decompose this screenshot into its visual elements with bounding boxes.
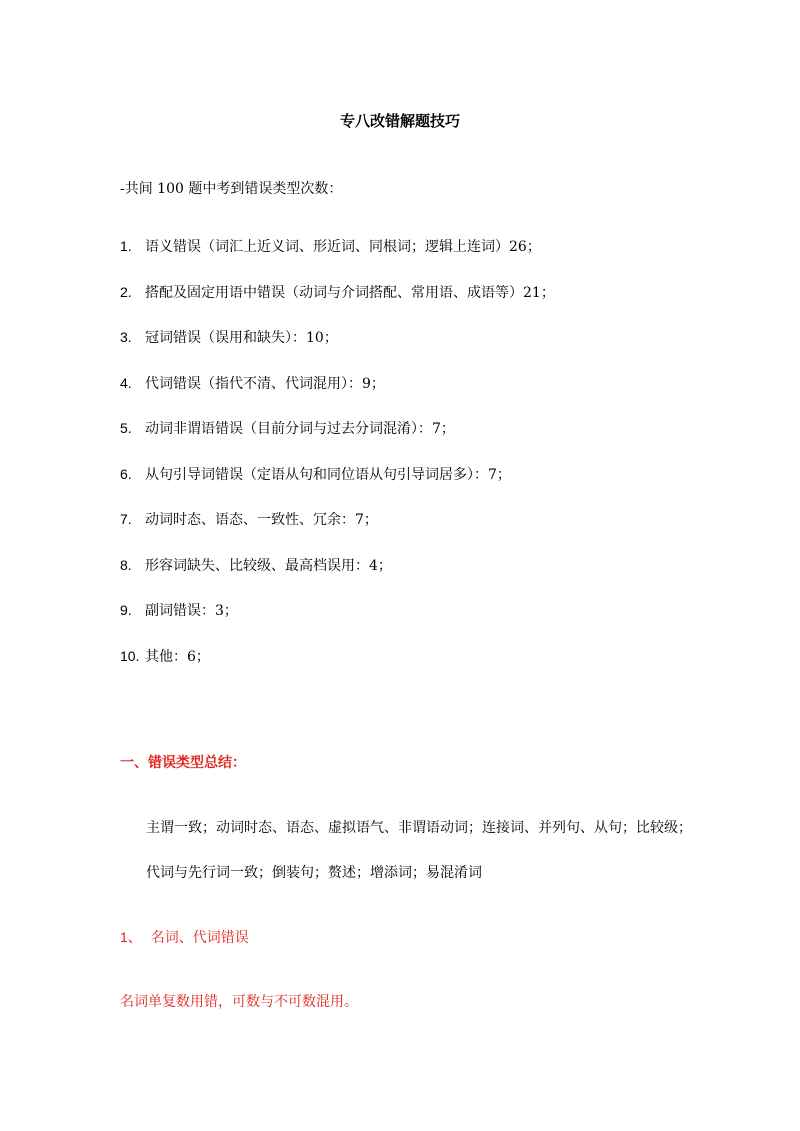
list-text: 动词非谓语错误（目前分词与过去分词混淆）：7； — [145, 421, 455, 437]
list-item — [120, 327, 555, 373]
summary-paragraph-continued: 代词与先行词一致；倒装句；赘述；增添词；易混淆词 — [146, 865, 482, 881]
list-item — [120, 236, 555, 282]
subsection-number: 1、 — [120, 929, 142, 945]
list-item — [120, 282, 555, 328]
list-item — [120, 646, 555, 692]
list-number: 9. — [120, 602, 132, 618]
subsection-paragraph: 名词单复数用错，可数与不可数混用。 — [120, 994, 358, 1010]
list-item — [120, 600, 555, 646]
document-title: 专八改错解题技巧 — [339, 112, 460, 130]
list-text: 搭配及固定用语中错误（动词与介词搭配、常用语、成语等）21； — [145, 284, 555, 301]
list-number: 6. — [120, 465, 132, 482]
intro-line: -共间 100 题中考到错误类型次数： — [120, 181, 343, 197]
list-text: 副词错误：3； — [145, 603, 238, 619]
summary-paragraph: 主谓一致；动词时态、语态、虚拟语气、非谓语动词；连接词、并列句、从句；比较级； — [146, 820, 692, 836]
subsection-title: 名词、代词错误 — [150, 930, 249, 946]
list-item — [120, 464, 555, 510]
list-text: 语义错误（词汇上近义词、形近词、同根词；逻辑上连词）26； — [145, 239, 541, 255]
list-number: 1. — [120, 238, 132, 254]
list-number: 3. — [120, 329, 132, 345]
list-number: 4. — [120, 374, 132, 391]
list-item — [120, 418, 555, 464]
list-text: 从句引导词错误（定语从句和同位语从句引导词居多）：7； — [145, 466, 511, 483]
list-text: 冠词错误（误用和缺失）：10； — [145, 330, 338, 346]
list-text: 形容词缺失、比较级、最高档误用：4； — [145, 557, 392, 574]
list-text: 动词时态、语态、一致性、冗余：7； — [145, 512, 378, 528]
list-item — [120, 373, 555, 419]
subsection-heading — [120, 927, 249, 947]
list-number: 10. — [120, 647, 140, 664]
section-heading: 一、错误类型总结： — [120, 755, 246, 771]
list-text: 代词错误（指代不清、代词混用）：9； — [145, 375, 385, 392]
list-number: 2. — [120, 283, 132, 300]
error-type-list — [120, 236, 555, 691]
list-text: 其他：6； — [145, 648, 210, 665]
list-number: 8. — [120, 556, 132, 573]
list-item — [120, 509, 555, 555]
list-number: 7. — [120, 511, 132, 527]
list-number: 5. — [120, 420, 132, 436]
list-item — [120, 555, 555, 601]
